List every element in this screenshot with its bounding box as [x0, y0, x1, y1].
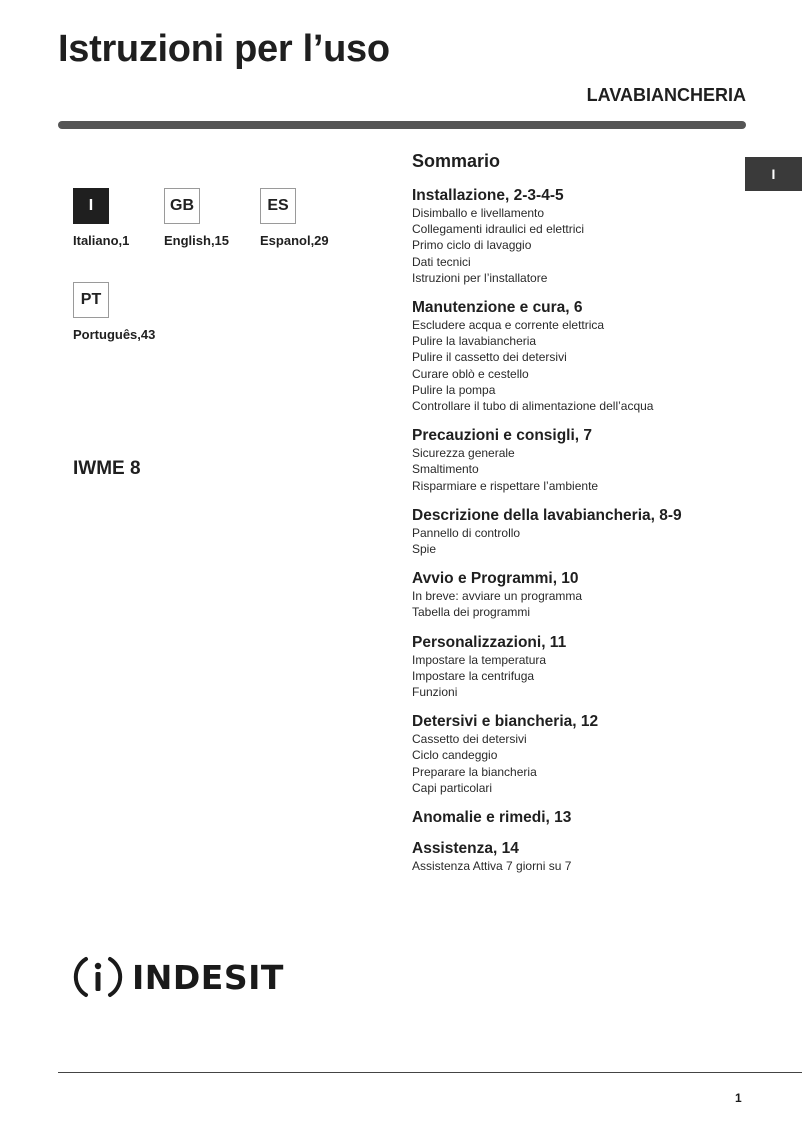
- toc-section-precauzioni[interactable]: [412, 426, 742, 494]
- toc-item: Dati tecnici: [412, 254, 471, 269]
- toc-section-installazione[interactable]: [412, 186, 742, 286]
- toc-section-avvio[interactable]: [412, 569, 742, 620]
- toc-item: Impostare la centrifuga: [412, 668, 535, 683]
- toc-item: Istruzioni per l’installatore: [412, 270, 548, 285]
- toc-item: Collegamenti idraulici ed elettrici: [412, 222, 585, 237]
- toc-section-title: Descrizione della lavabiancheria, 8-9: [412, 506, 682, 524]
- toc-section-detersivi[interactable]: [412, 712, 742, 796]
- toc-item: Cassetto dei detersivi: [412, 732, 527, 747]
- language-label: Português,43: [73, 327, 156, 342]
- page-number: 1: [735, 1091, 742, 1105]
- language-code-box: GB: [164, 188, 200, 224]
- language-side-tab: I: [745, 157, 802, 191]
- language-code-box: PT: [73, 282, 109, 318]
- toc-section-title: Avvio e Programmi, 10: [412, 570, 579, 588]
- toc-item: Pulire il cassetto dei detersivi: [412, 350, 567, 365]
- toc-item: Preparare la biancheria: [412, 764, 537, 779]
- brand-name: INDESIT: [132, 957, 284, 997]
- toc-item: Capi particolari: [412, 780, 493, 795]
- toc-item: Spie: [412, 542, 437, 557]
- header-divider: [58, 121, 746, 129]
- toc-section-title: Personalizzazioni, 11: [412, 633, 567, 651]
- toc-item: Escludere acqua e corrente elettrica: [412, 318, 605, 333]
- toc-section-title: Assistenza, 14: [412, 840, 519, 858]
- toc-section-title: Manutenzione e cura, 6: [412, 299, 583, 317]
- toc-section-anomalie[interactable]: [412, 808, 742, 827]
- toc-item: Ciclo candeggio: [412, 748, 498, 763]
- language-code-box: I: [73, 188, 109, 224]
- toc-section-personalizzazioni[interactable]: [412, 633, 742, 701]
- toc-item: Tabella dei programmi: [412, 605, 531, 620]
- toc-title: Sommario: [412, 151, 501, 171]
- toc-item: Sicurezza generale: [412, 446, 515, 461]
- language-label: Espanol,29: [260, 233, 329, 248]
- toc-section-descrizione[interactable]: [412, 506, 742, 557]
- language-label: Italiano,1: [73, 233, 130, 248]
- toc-section-title: Installazione, 2-3-4-5: [412, 187, 564, 204]
- model-name: IWME 8: [73, 458, 141, 479]
- language-english[interactable]: [164, 188, 229, 248]
- table-of-contents: [412, 151, 742, 886]
- language-code-box: ES: [260, 188, 296, 224]
- toc-item: Funzioni: [412, 685, 458, 700]
- toc-item: Controllare il tubo di alimentazione dell’acqua: [412, 399, 654, 414]
- toc-item: Disimballo e livellamento: [412, 206, 545, 220]
- language-label: English,15: [164, 233, 230, 248]
- toc-item: Primo ciclo di lavaggio: [412, 238, 532, 253]
- language-portugues[interactable]: [73, 282, 155, 342]
- indesit-logo-icon: [72, 951, 124, 1003]
- toc-item: Risparmiare e rispettare l’ambiente: [412, 478, 599, 493]
- toc-item: Pannello di controllo: [412, 525, 521, 540]
- page-title: Istruzioni per l’uso: [58, 28, 390, 70]
- toc-item: Assistenza Attiva 7 giorni su 7: [412, 859, 572, 874]
- language-espanol[interactable]: [260, 188, 329, 248]
- toc-section-title: Anomalie e rimedi, 13: [412, 809, 572, 827]
- toc-section-assistenza[interactable]: [412, 839, 742, 874]
- brand-logo: [72, 951, 284, 1003]
- toc-item: Curare oblò e cestello: [412, 366, 529, 381]
- toc-item: In breve: avviare un programma: [412, 589, 583, 604]
- language-italiano[interactable]: [73, 188, 129, 248]
- product-type: LAVABIANCHERIA: [586, 85, 746, 105]
- toc-item: Smaltimento: [412, 462, 479, 477]
- toc-item: Pulire la lavabiancheria: [412, 334, 537, 349]
- footer-divider: [58, 1072, 802, 1073]
- toc-section-title: Detersivi e biancheria, 12: [412, 713, 599, 731]
- toc-item: Pulire la pompa: [412, 382, 496, 397]
- toc-section-manutenzione[interactable]: [412, 298, 742, 414]
- toc-section-title: Precauzioni e consigli, 7: [412, 427, 593, 445]
- toc-item: Impostare la temperatura: [412, 652, 547, 667]
